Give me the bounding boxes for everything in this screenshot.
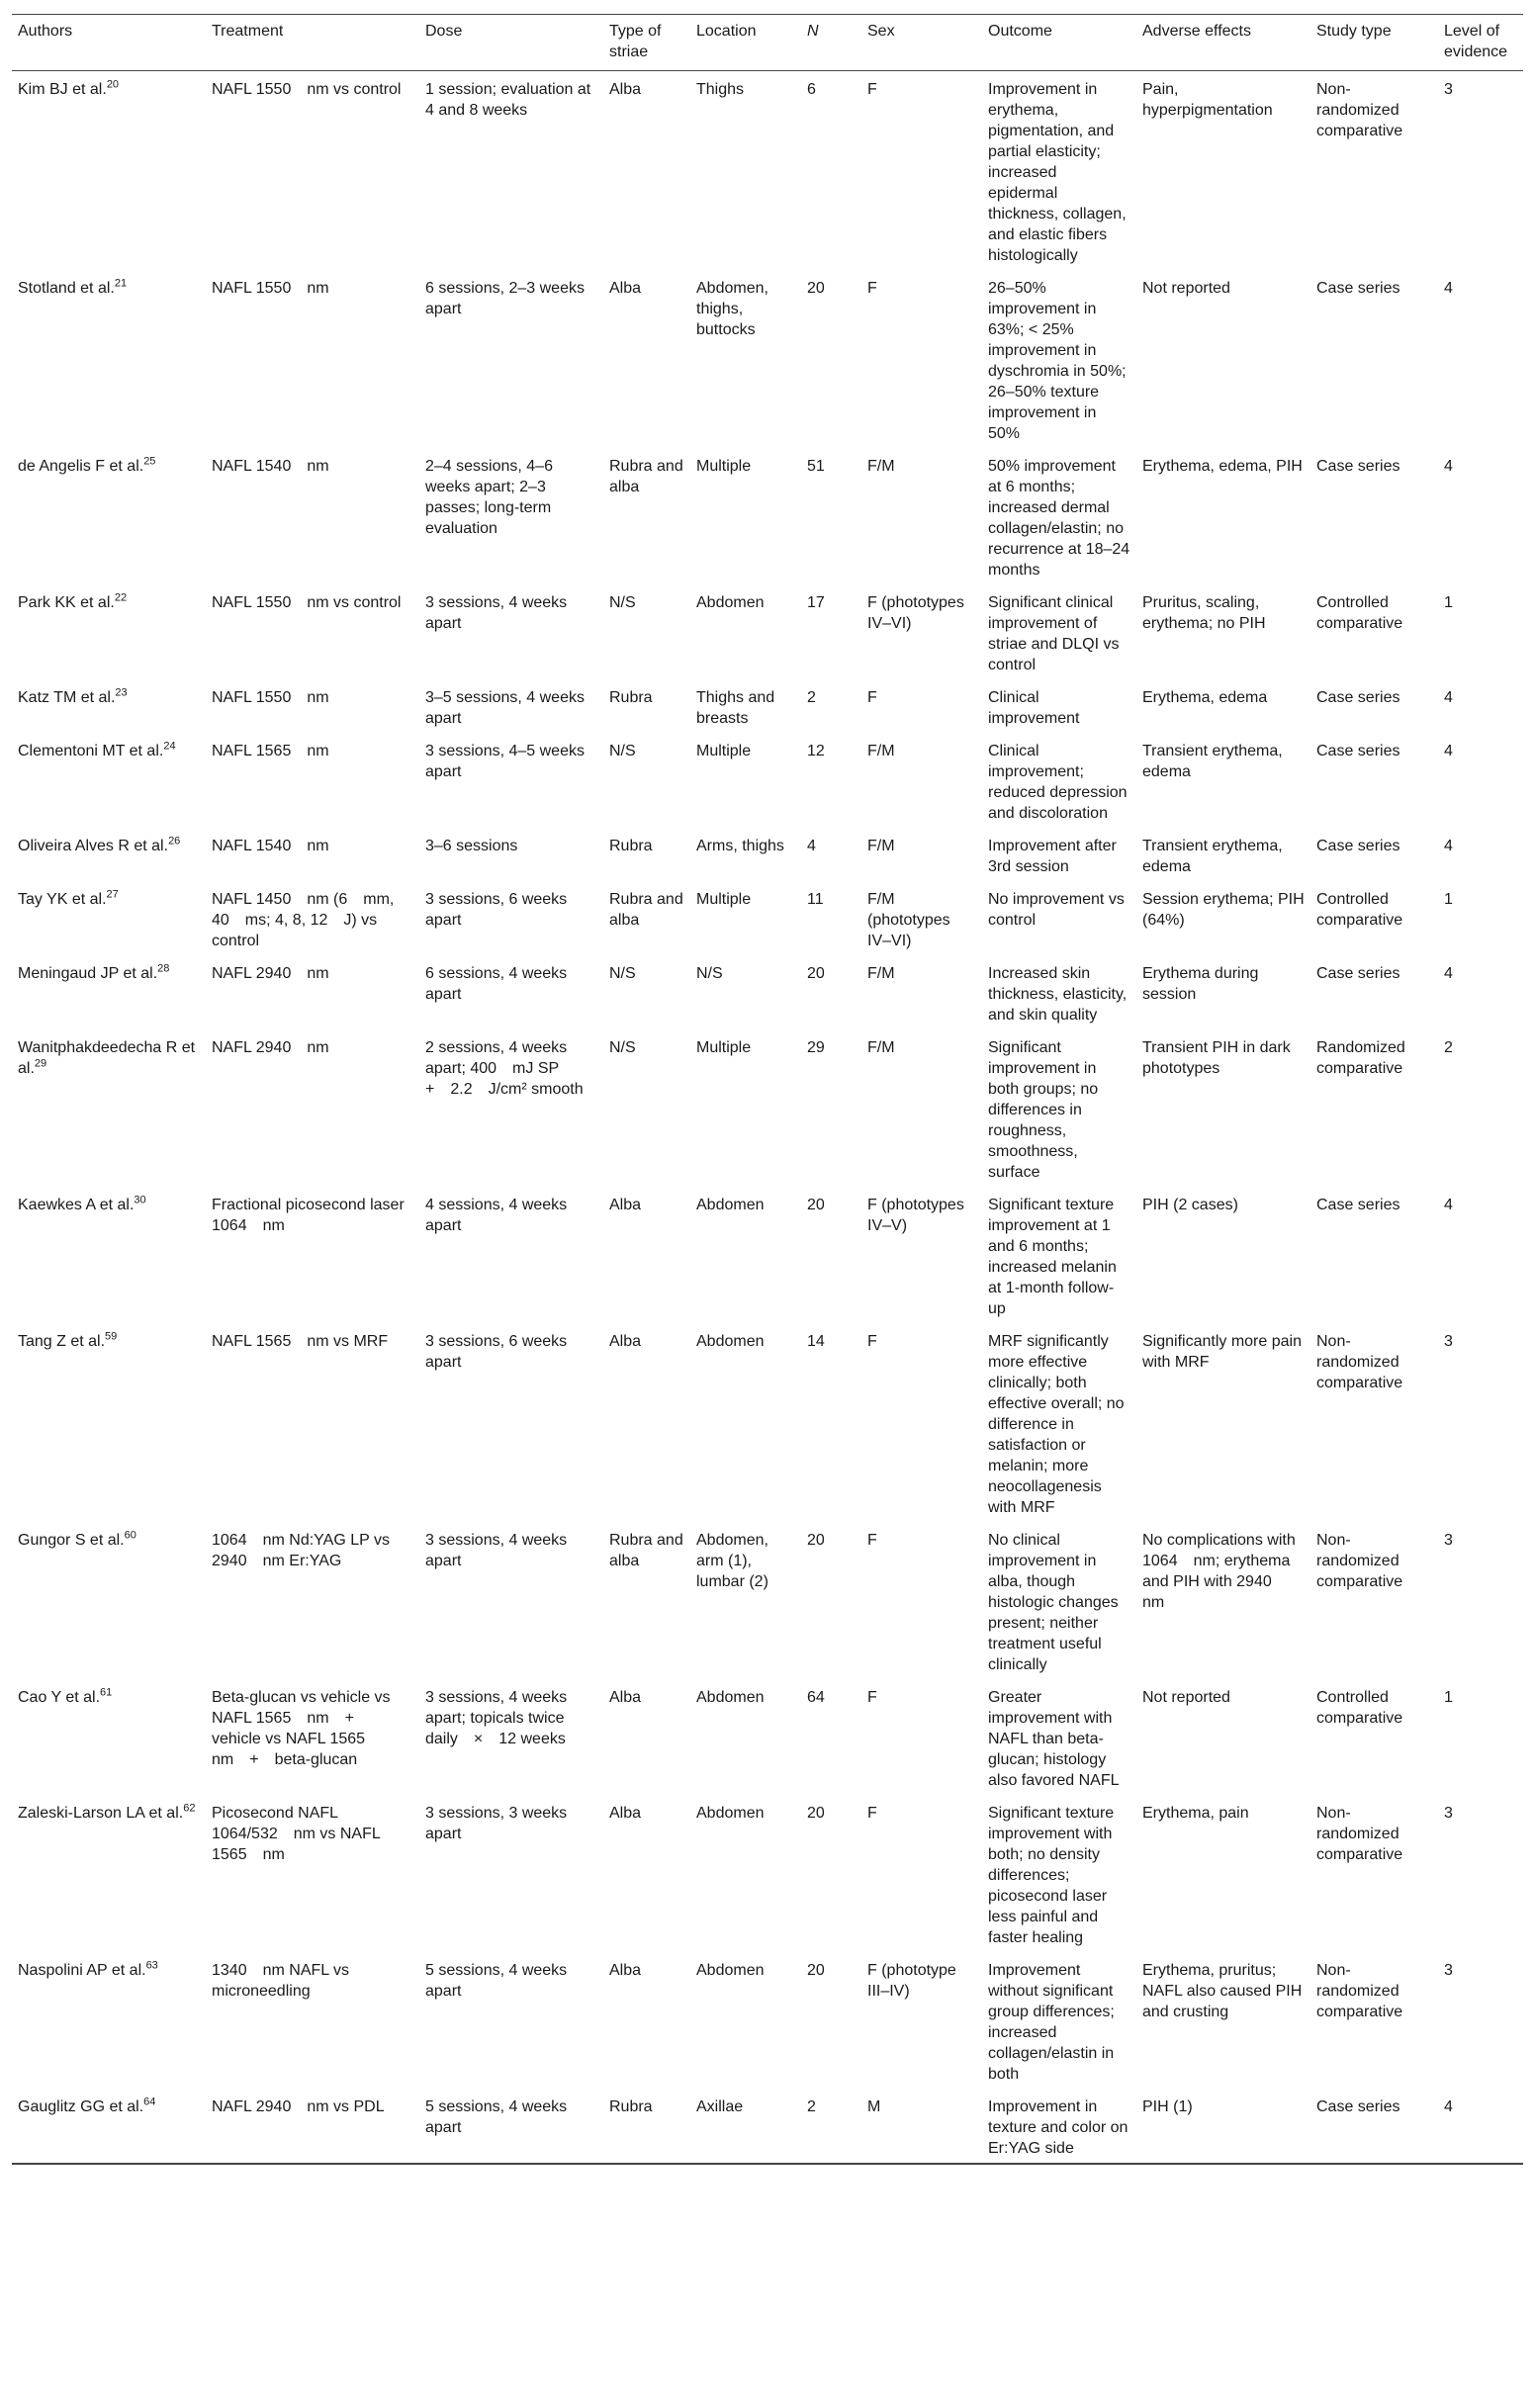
- cell-treatment: 1064 nm Nd:YAG LP vs 2940 nm Er:YAG: [212, 1532, 390, 1569]
- cell-study-type: Case series: [1316, 458, 1400, 475]
- cell-n: 20: [807, 1962, 825, 1979]
- cell-n: 11: [807, 891, 824, 908]
- author-name: Gungor S et al.: [18, 1532, 125, 1549]
- cell-treatment: NAFL 1450 nm (6 mm, 40 ms; 4, 8, 12 J) vs control: [212, 891, 395, 949]
- cell-study-type: Non-randomized comparative: [1316, 1805, 1403, 1863]
- studies-table-container: [12, 14, 1523, 2165]
- reference-number: 64: [143, 2096, 156, 2108]
- cell-study-type: Non-randomized comparative: [1316, 81, 1403, 139]
- header-treatment: Treatment: [206, 15, 419, 71]
- table-row: [12, 1522, 1523, 1679]
- table-row: [12, 1795, 1523, 1952]
- cell-dose: 5 sessions, 4 weeks apart: [425, 1962, 568, 2000]
- author-name: Cao Y et al.: [18, 1689, 101, 1706]
- cell-dose: 3–6 sessions: [425, 838, 518, 854]
- cell-sex: F: [867, 689, 877, 706]
- cell-author: [12, 270, 206, 448]
- table-header: [12, 15, 1523, 71]
- cell-outcome: 50% improvement at 6 months; increased dermal collagen/elastin; no recurrence at 18–24 months: [988, 458, 1130, 579]
- cell-outcome: Significant texture improvement at 1 and 6 months; increased melanin at 1-month follow-up: [988, 1197, 1117, 1317]
- cell-n: 20: [807, 1805, 825, 1822]
- reference-number: 62: [183, 1802, 196, 1815]
- table-row: [12, 881, 1523, 955]
- cell-treatment: NAFL 1565 nm: [212, 743, 329, 759]
- author-name: Kaewkes A et al.: [18, 1197, 135, 1213]
- cell-type-of-striae: Rubra: [609, 838, 653, 854]
- header-row: [12, 15, 1523, 71]
- cell-sex: F (phototypes IV–VI): [867, 594, 964, 632]
- cell-study-type: Case series: [1316, 689, 1400, 706]
- cell-author: [12, 1795, 206, 1952]
- cell-n: 20: [807, 280, 825, 297]
- cell-location: Abdomen: [696, 1962, 765, 1979]
- cell-author: [12, 1029, 206, 1187]
- header-study-type: Study type: [1310, 15, 1438, 71]
- cell-location: Abdomen: [696, 1805, 765, 1822]
- cell-type-of-striae: Alba: [609, 81, 642, 98]
- cell-level-of-evidence: 3: [1444, 1962, 1453, 1979]
- studies-table: [12, 14, 1523, 2165]
- cell-outcome: No clinical improvement in alba, though histologic changes present; neither treatment useful clinically: [988, 1532, 1119, 1673]
- author-name: Oliveira Alves R et al.: [18, 838, 169, 854]
- cell-dose: 3 sessions, 6 weeks apart: [425, 891, 568, 929]
- author-name: Wanitphakdeedecha R et al.: [18, 1039, 196, 1077]
- cell-type-of-striae: Rubra: [603, 2089, 690, 2164]
- cell-type-of-striae: Alba: [609, 280, 642, 297]
- cell-type-of-striae: N/S: [609, 965, 636, 982]
- cell-author: [12, 71, 206, 271]
- cell-adverse-effects: No complications with 1064 nm; erythema and PIH with 2940 nm: [1142, 1532, 1296, 1611]
- cell-dose: 6 sessions, 4 weeks apart: [425, 965, 568, 1003]
- table-row: [12, 828, 1523, 881]
- cell-n: 17: [807, 594, 825, 611]
- cell-level-of-evidence: 3: [1444, 1532, 1453, 1549]
- reference-number: 30: [134, 1194, 146, 1206]
- cell-type-of-striae: Alba: [609, 1689, 642, 1706]
- cell-type-of-striae: Alba: [609, 1333, 642, 1350]
- cell-sex: F/M: [867, 965, 895, 982]
- cell-outcome: Clinical improvement: [988, 689, 1080, 727]
- cell-n: 51: [807, 458, 825, 475]
- cell-treatment: Beta-glucan vs vehicle vs NAFL 1565 nm + vehicle vs NAFL 1565 nm + beta-glucan: [212, 1689, 391, 1768]
- cell-author: [12, 1522, 206, 1679]
- reference-number: 20: [106, 78, 120, 91]
- reference-number: 22: [114, 591, 128, 604]
- cell-dose: 6 sessions, 2–3 weeks apart: [425, 280, 585, 317]
- cell-sex: F/M (phototypes IV–VI): [867, 891, 950, 949]
- cell-author: [12, 584, 206, 679]
- header-dose: Dose: [419, 15, 603, 71]
- cell-study-type: Controlled comparative: [1316, 1689, 1403, 1727]
- cell-n: 2: [807, 689, 816, 706]
- cell-outcome: Improvement after 3rd session: [988, 838, 1117, 875]
- reference-number: 25: [143, 455, 156, 468]
- cell-treatment: NAFL 1550 nm vs control: [212, 594, 402, 611]
- cell-outcome: MRF significantly more effective clinically; both effective overall; no difference in satisfaction or melanin; more neocollagenesis with MRF: [988, 1333, 1125, 1516]
- cell-adverse-effects: Not reported: [1142, 280, 1230, 297]
- cell-dose: 3 sessions, 6 weeks apart: [425, 1333, 568, 1371]
- cell-location: Axillae: [690, 2089, 801, 2164]
- author-name: Kim BJ et al.: [18, 81, 107, 98]
- cell-dose: 1 session; evaluation at 4 and 8 weeks: [425, 81, 591, 119]
- reference-number: 21: [114, 277, 128, 290]
- reference-number: 29: [34, 1057, 47, 1070]
- author-name: Tay YK et al.: [18, 891, 107, 908]
- cell-adverse-effects: Pain, hyperpigmentation: [1142, 81, 1273, 119]
- cell-author: [12, 1187, 206, 1323]
- cell-outcome: Significant clinical improvement of striae and DLQI vs control: [988, 594, 1120, 673]
- table-row: [12, 2089, 1523, 2164]
- cell-level-of-evidence: 3: [1444, 81, 1453, 98]
- cell-level-of-evidence: 1: [1444, 594, 1453, 611]
- cell-author: [12, 679, 206, 733]
- cell-adverse-effects: Erythema during session: [1142, 965, 1259, 1003]
- author-name: Katz TM et al.: [18, 689, 116, 706]
- cell-author: [12, 1952, 206, 2089]
- cell-n: 20: [807, 1532, 825, 1549]
- table-row: [12, 733, 1523, 828]
- cell-type-of-striae: Rubra: [609, 689, 653, 706]
- header-outcome: Outcome: [982, 15, 1136, 71]
- cell-type-of-striae: Rubra and alba: [609, 458, 683, 495]
- cell-location: Thighs and breasts: [696, 689, 775, 727]
- cell-type-of-striae: N/S: [609, 1039, 636, 1056]
- cell-adverse-effects: Transient PIH in dark phototypes: [1142, 1039, 1291, 1077]
- header-level-of-evidence: Level of evidence: [1438, 15, 1523, 71]
- cell-treatment: NAFL 1550 nm: [212, 280, 329, 297]
- cell-type-of-striae: Alba: [609, 1805, 642, 1822]
- cell-dose: 2 sessions, 4 weeks apart; 400 mJ SP + 2.2 J/cm² smooth: [425, 1039, 584, 1098]
- cell-author: [12, 733, 206, 828]
- table-row: [12, 584, 1523, 679]
- cell-study-type: Randomized comparative: [1316, 1039, 1405, 1077]
- table-row: [12, 679, 1523, 733]
- cell-type-of-striae: N/S: [609, 743, 636, 759]
- cell-dose: 2–4 sessions, 4–6 weeks apart; 2–3 passes; long-term evaluation: [425, 458, 553, 537]
- cell-location: Abdomen: [696, 1197, 765, 1213]
- cell-sex: F: [867, 1333, 877, 1350]
- cell-sex: F (phototypes IV–V): [867, 1197, 964, 1234]
- cell-author: [12, 828, 206, 881]
- cell-n: 4: [807, 838, 816, 854]
- cell-dose: 5 sessions, 4 weeks apart: [419, 2089, 603, 2164]
- cell-location: Multiple: [696, 891, 752, 908]
- cell-location: Abdomen: [696, 1689, 765, 1706]
- cell-location: Abdomen, arm (1), lumbar (2): [696, 1532, 768, 1590]
- cell-treatment: NAFL 2940 nm: [212, 1039, 329, 1056]
- cell-location: Multiple: [696, 743, 752, 759]
- cell-outcome: Greater improvement with NAFL than beta-glucan; histology also favored NAFL: [988, 1689, 1120, 1789]
- cell-adverse-effects: Transient erythema, edema: [1142, 838, 1283, 875]
- cell-treatment: NAFL 1565 nm vs MRF: [212, 1333, 389, 1350]
- cell-n: 20: [807, 965, 825, 982]
- cell-outcome: No improvement vs control: [988, 891, 1125, 929]
- cell-study-type: Case series: [1316, 743, 1400, 759]
- cell-treatment: NAFL 1540 nm: [212, 838, 329, 854]
- cell-author: [12, 448, 206, 584]
- header-sex: Sex: [861, 15, 982, 71]
- cell-sex: F/M: [867, 1039, 895, 1056]
- cell-sex: F: [867, 1689, 877, 1706]
- cell-author: [12, 881, 206, 955]
- reference-number: 28: [157, 962, 170, 975]
- cell-level-of-evidence: 4: [1444, 743, 1453, 759]
- cell-study-type: Controlled comparative: [1316, 594, 1403, 632]
- cell-adverse-effects: Erythema, edema, PIH: [1142, 458, 1303, 475]
- cell-study-type: Non-randomized comparative: [1316, 1333, 1403, 1391]
- cell-dose: 3 sessions, 4 weeks apart: [425, 1532, 568, 1569]
- cell-outcome: Improvement in erythema, pigmentation, and partial elasticity; increased epidermal thickness, collagen, and elastic fibers histologically: [988, 81, 1127, 264]
- cell-n: 6: [807, 81, 816, 98]
- cell-author: [12, 1679, 206, 1795]
- reference-number: 23: [115, 686, 128, 699]
- cell-location: Multiple: [696, 458, 752, 475]
- cell-treatment: NAFL 1550 nm: [212, 689, 329, 706]
- cell-adverse-effects: Not reported: [1142, 1689, 1230, 1706]
- cell-adverse-effects: Pruritus, scaling, erythema; no PIH: [1142, 594, 1266, 632]
- cell-n: 20: [807, 1197, 825, 1213]
- header-authors: Authors: [12, 15, 206, 71]
- cell-dose: 3 sessions, 4 weeks apart; topicals twice daily × 12 weeks: [425, 1689, 568, 1747]
- cell-study-type: Non-randomized comparative: [1316, 1962, 1403, 2020]
- reference-number: 26: [168, 835, 181, 847]
- cell-location: Thighs: [696, 81, 745, 98]
- cell-sex: F/M: [867, 838, 895, 854]
- reference-number: 27: [106, 888, 119, 901]
- cell-treatment: 1340 nm NAFL vs microneedling: [212, 1962, 350, 2000]
- reference-number: 59: [105, 1330, 118, 1343]
- reference-number: 24: [163, 740, 176, 753]
- header-location: Location: [690, 15, 801, 71]
- reference-number: 61: [100, 1686, 113, 1699]
- cell-sex: F: [867, 81, 877, 98]
- cell-level-of-evidence: 1: [1444, 1689, 1453, 1706]
- cell-dose: 4 sessions, 4 weeks apart: [425, 1197, 568, 1234]
- cell-sex: F: [867, 1805, 877, 1822]
- cell-sex: F/M: [867, 458, 895, 475]
- cell-location: Abdomen: [696, 594, 765, 611]
- table-row: [12, 1187, 1523, 1323]
- author-name: Stotland et al.: [18, 280, 115, 297]
- cell-sex: F: [867, 280, 877, 297]
- author-name: Naspolini AP et al.: [18, 1962, 146, 1979]
- cell-treatment: Fractional picosecond laser 1064 nm: [212, 1197, 405, 1234]
- cell-treatment: NAFL 1550 nm vs control: [212, 81, 402, 98]
- cell-treatment: NAFL 2940 nm: [212, 965, 329, 982]
- cell-level-of-evidence: 4: [1444, 280, 1453, 297]
- cell-sex: F: [867, 1532, 877, 1549]
- cell-type-of-striae: Alba: [609, 1962, 642, 1979]
- cell-n: 64: [807, 1689, 825, 1706]
- cell-sex: M: [861, 2089, 982, 2164]
- cell-n: 29: [807, 1039, 825, 1056]
- cell-n: 2: [801, 2089, 861, 2164]
- cell-sex: F/M: [867, 743, 895, 759]
- header-n: N: [801, 15, 861, 71]
- author-name: Tang Z et al.: [18, 1333, 106, 1350]
- header-adverse-effects: Adverse effects: [1136, 15, 1310, 71]
- cell-n: 12: [807, 743, 825, 759]
- cell-study-type: Non-randomized comparative: [1316, 1532, 1403, 1590]
- cell-location: Arms, thighs: [696, 838, 784, 854]
- cell-adverse-effects: PIH (1): [1136, 2089, 1310, 2164]
- cell-type-of-striae: N/S: [609, 594, 636, 611]
- cell-study-type: Case series: [1310, 2089, 1438, 2164]
- table-row: [12, 1952, 1523, 2089]
- cell-location: Abdomen, thighs, buttocks: [696, 280, 768, 338]
- cell-type-of-striae: Rubra and alba: [609, 891, 683, 929]
- cell-level-of-evidence: 4: [1438, 2089, 1523, 2164]
- cell-dose: 3–5 sessions, 4 weeks apart: [425, 689, 585, 727]
- cell-adverse-effects: Significantly more pain with MRF: [1142, 1333, 1302, 1371]
- cell-type-of-striae: Alba: [609, 1197, 642, 1213]
- cell-level-of-evidence: 4: [1444, 458, 1453, 475]
- cell-adverse-effects: Erythema, pruritus; NAFL also caused PIH and crusting: [1142, 1962, 1303, 2020]
- author-name: de Angelis F et al.: [18, 458, 144, 475]
- table-row: [12, 1323, 1523, 1522]
- cell-level-of-evidence: 3: [1444, 1333, 1453, 1350]
- cell-level-of-evidence: 1: [1444, 891, 1453, 908]
- cell-outcome: Clinical improvement; reduced depression and discoloration: [988, 743, 1128, 822]
- cell-sex: F (phototype III–IV): [867, 1962, 956, 2000]
- cell-level-of-evidence: 4: [1444, 965, 1453, 982]
- cell-treatment: NAFL 1540 nm: [212, 458, 329, 475]
- table-row: [12, 448, 1523, 584]
- author-name: Clementoni MT et al.: [18, 743, 164, 759]
- cell-adverse-effects: Erythema, edema: [1142, 689, 1268, 706]
- cell-adverse-effects: PIH (2 cases): [1142, 1197, 1238, 1213]
- cell-level-of-evidence: 4: [1444, 1197, 1453, 1213]
- cell-level-of-evidence: 2: [1444, 1039, 1453, 1056]
- cell-dose: 3 sessions, 4–5 weeks apart: [425, 743, 585, 780]
- cell-outcome: Improvement without significant group differences; increased collagen/elastin in both: [988, 1962, 1115, 2083]
- cell-author: [12, 1323, 206, 1522]
- table-row: [12, 270, 1523, 448]
- table-row: [12, 1679, 1523, 1795]
- cell-study-type: Case series: [1316, 965, 1400, 982]
- cell-level-of-evidence: 3: [1444, 1805, 1453, 1822]
- cell-study-type: Case series: [1316, 1197, 1400, 1213]
- cell-author: [12, 955, 206, 1029]
- cell-dose: 3 sessions, 3 weeks apart: [425, 1805, 568, 1842]
- cell-level-of-evidence: 4: [1444, 689, 1453, 706]
- cell-treatment: NAFL 2940 nm vs PDL: [206, 2089, 419, 2164]
- cell-level-of-evidence: 4: [1444, 838, 1453, 854]
- table-row: [12, 1029, 1523, 1187]
- cell-location: Abdomen: [696, 1333, 765, 1350]
- cell-outcome: Significant improvement in both groups; no differences in roughness, smoothness, surface: [988, 1039, 1099, 1181]
- cell-location: Multiple: [696, 1039, 752, 1056]
- cell-outcome: Increased skin thickness, elasticity, and skin quality: [988, 965, 1128, 1024]
- cell-study-type: Case series: [1316, 280, 1400, 297]
- cell-n: 14: [807, 1333, 825, 1350]
- table-row: [12, 71, 1523, 271]
- cell-study-type: Controlled comparative: [1316, 891, 1403, 929]
- table-body: [12, 71, 1523, 2165]
- reference-number: 63: [145, 1959, 158, 1972]
- cell-outcome: Significant texture improvement with both; no density differences; picosecond laser less painful and faster healing: [988, 1805, 1115, 1946]
- cell-adverse-effects: Erythema, pain: [1142, 1805, 1249, 1822]
- cell-type-of-striae: Rubra and alba: [609, 1532, 683, 1569]
- cell-dose: 3 sessions, 4 weeks apart: [425, 594, 568, 632]
- author-name: Meningaud JP et al.: [18, 965, 158, 982]
- cell-author: [12, 2089, 206, 2164]
- cell-adverse-effects: Session erythema; PIH (64%): [1142, 891, 1305, 929]
- author-name: Gauglitz GG et al.: [18, 2098, 144, 2115]
- cell-adverse-effects: Transient erythema, edema: [1142, 743, 1283, 780]
- cell-study-type: Case series: [1316, 838, 1400, 854]
- cell-location: N/S: [696, 965, 723, 982]
- header-type-of-striae: Type of striae: [603, 15, 690, 71]
- cell-treatment: Picosecond NAFL 1064/532 nm vs NAFL 1565 nm: [212, 1805, 381, 1863]
- author-name: Park KK et al.: [18, 594, 115, 611]
- author-name: Zaleski-Larson LA et al.: [18, 1805, 184, 1822]
- table-row: [12, 955, 1523, 1029]
- reference-number: 60: [124, 1529, 136, 1542]
- cell-outcome: 26–50% improvement in 63%; < 25% improvement in dyschromia in 50%; 26–50% texture improvement in 50%: [988, 280, 1127, 442]
- cell-outcome: Improvement in texture and color on Er:YAG side: [982, 2089, 1136, 2164]
